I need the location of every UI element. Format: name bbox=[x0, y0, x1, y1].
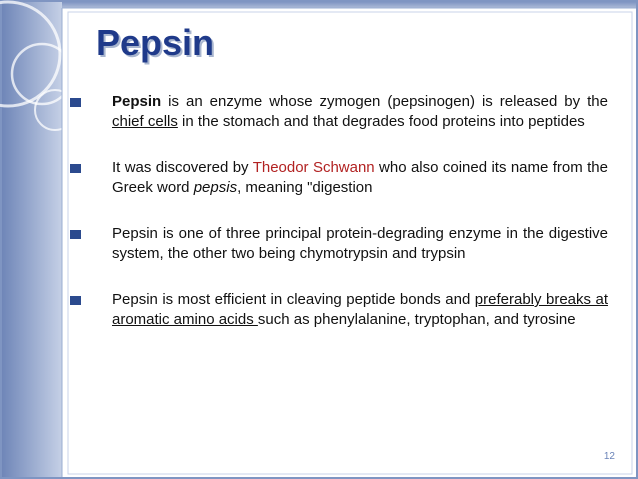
bullet-2-text-a: It was discovered by bbox=[112, 159, 253, 176]
bullet-1-underlined: chief cells bbox=[112, 113, 178, 130]
bullet-1-term: Pepsin bbox=[112, 93, 162, 110]
page-number: 12 bbox=[603, 451, 615, 462]
bullet-3-text: Pepsin is one of three principal protein-degrading enzyme in the digestive system, the other two being chymotrypsin and trypsin bbox=[112, 225, 608, 262]
bullet-item-3 bbox=[88, 224, 608, 264]
bullet-item-1 bbox=[88, 92, 608, 132]
bullet-4-text-b: such as phenylalanine, tryptophan, and tyrosine bbox=[257, 311, 576, 328]
bullet-marker-icon bbox=[70, 98, 81, 107]
bullet-2-italic: pepsis bbox=[193, 179, 238, 196]
slide-title: Pepsin bbox=[96, 22, 215, 63]
bullet-item-2 bbox=[88, 158, 608, 198]
bullet-item-4 bbox=[88, 290, 608, 330]
bullet-4-underlined: preferably breaks at aromatic amino acids bbox=[112, 291, 608, 328]
bullet-4-text-a: Pepsin is most efficient in cleaving peptide bonds and bbox=[112, 291, 475, 308]
bullet-marker-icon bbox=[70, 230, 81, 239]
bullet-1-text-b: in the stomach and that degrades food proteins into peptides bbox=[177, 113, 585, 130]
bullet-2-highlight: Theodor Schwann bbox=[252, 159, 375, 176]
bullet-1-text-a: is an enzyme whose zymogen (pepsinogen) is released by the bbox=[161, 93, 608, 110]
bullet-2-text-b: who also coined its name from the Greek word bbox=[112, 159, 608, 196]
bullet-2-text-c: , meaning "digestion bbox=[237, 179, 373, 196]
bullet-marker-icon bbox=[70, 296, 81, 305]
bullet-marker-icon bbox=[70, 164, 81, 173]
bullet-list bbox=[88, 92, 608, 356]
